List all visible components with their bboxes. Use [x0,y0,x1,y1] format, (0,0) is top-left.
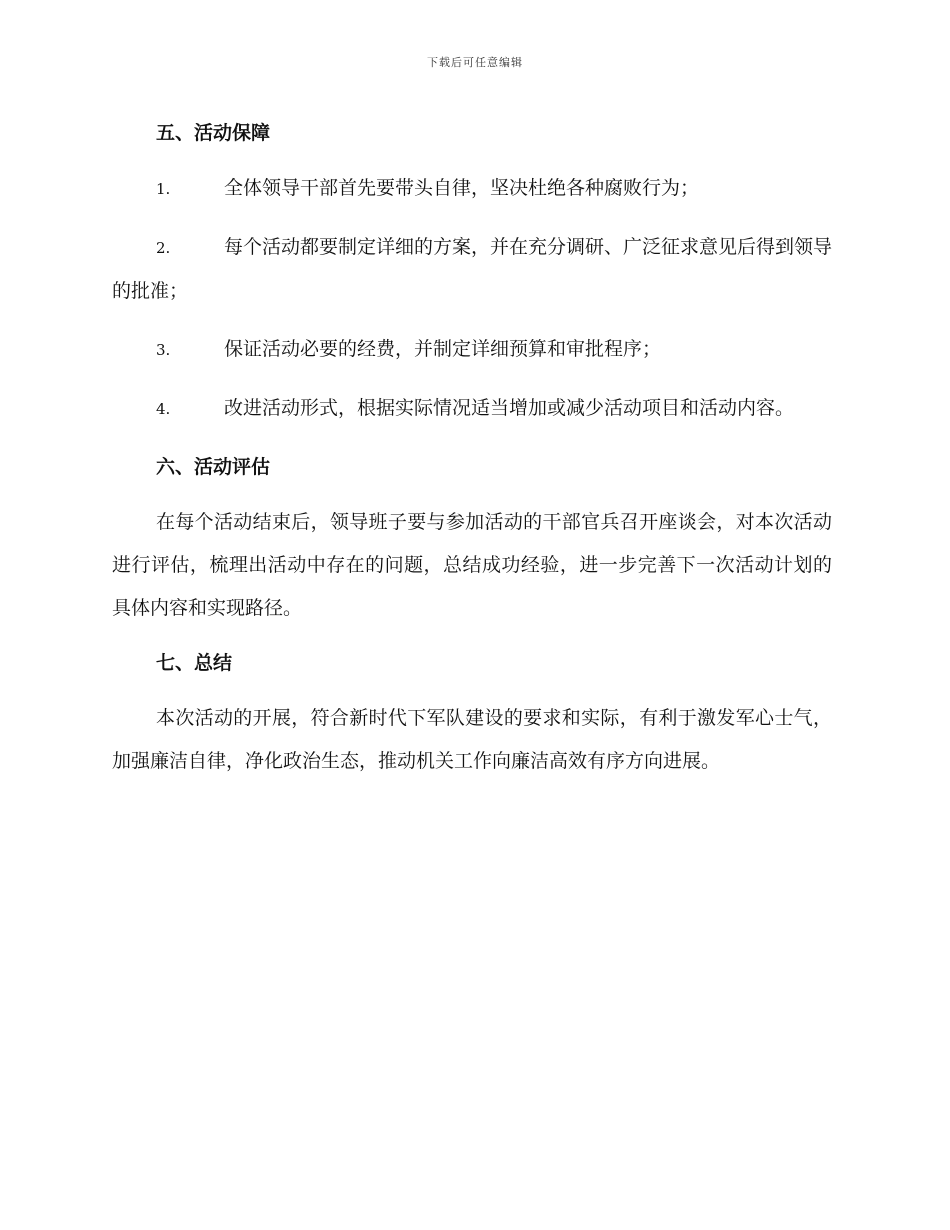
list-number: 2. [156,239,171,257]
document-body [112,112,832,795]
list-text: 改进活动形式，根据实际情况适当增加或减少活动项目和活动内容。 [224,397,795,419]
list-item [112,226,832,313]
list-text: 全体领导干部首先要带头自律，坚决杜绝各种腐败行为； [224,177,700,199]
section-title-guarantee: 五、活动保障 [156,122,271,144]
list-number: 1. [156,180,171,198]
list-item [112,328,832,372]
section-title-evaluation: 六、活动评估 [156,456,271,478]
list-number: 4. [156,400,171,418]
summary-paragraph: 本次活动的开展，符合新时代下军队建设的要求和实际，有利于激发军心士气，加强廉洁自律，净化政治生态，推动机关工作向廉洁高效有序方向进展。 [112,707,832,772]
header-note: 下载后可任意编辑 [427,56,523,69]
list-item [112,387,832,431]
list-text: 每个活动都要制定详细的方案，并在充分调研、广泛征求意见后得到领导的批准； [112,236,833,302]
section-title-summary: 七、总结 [156,652,233,674]
list-item [112,167,832,211]
evaluation-paragraph: 在每个活动结束后，领导班子要与参加活动的干部官兵召开座谈会，对本次活动进行评估，梳理出活动中存在的问题，总结成功经验，进一步完善下一次活动计划的具体内容和实现路径。 [112,511,832,619]
list-text: 保证活动必要的经费，并制定详细预算和审批程序； [224,338,662,360]
list-number: 3. [156,341,171,359]
